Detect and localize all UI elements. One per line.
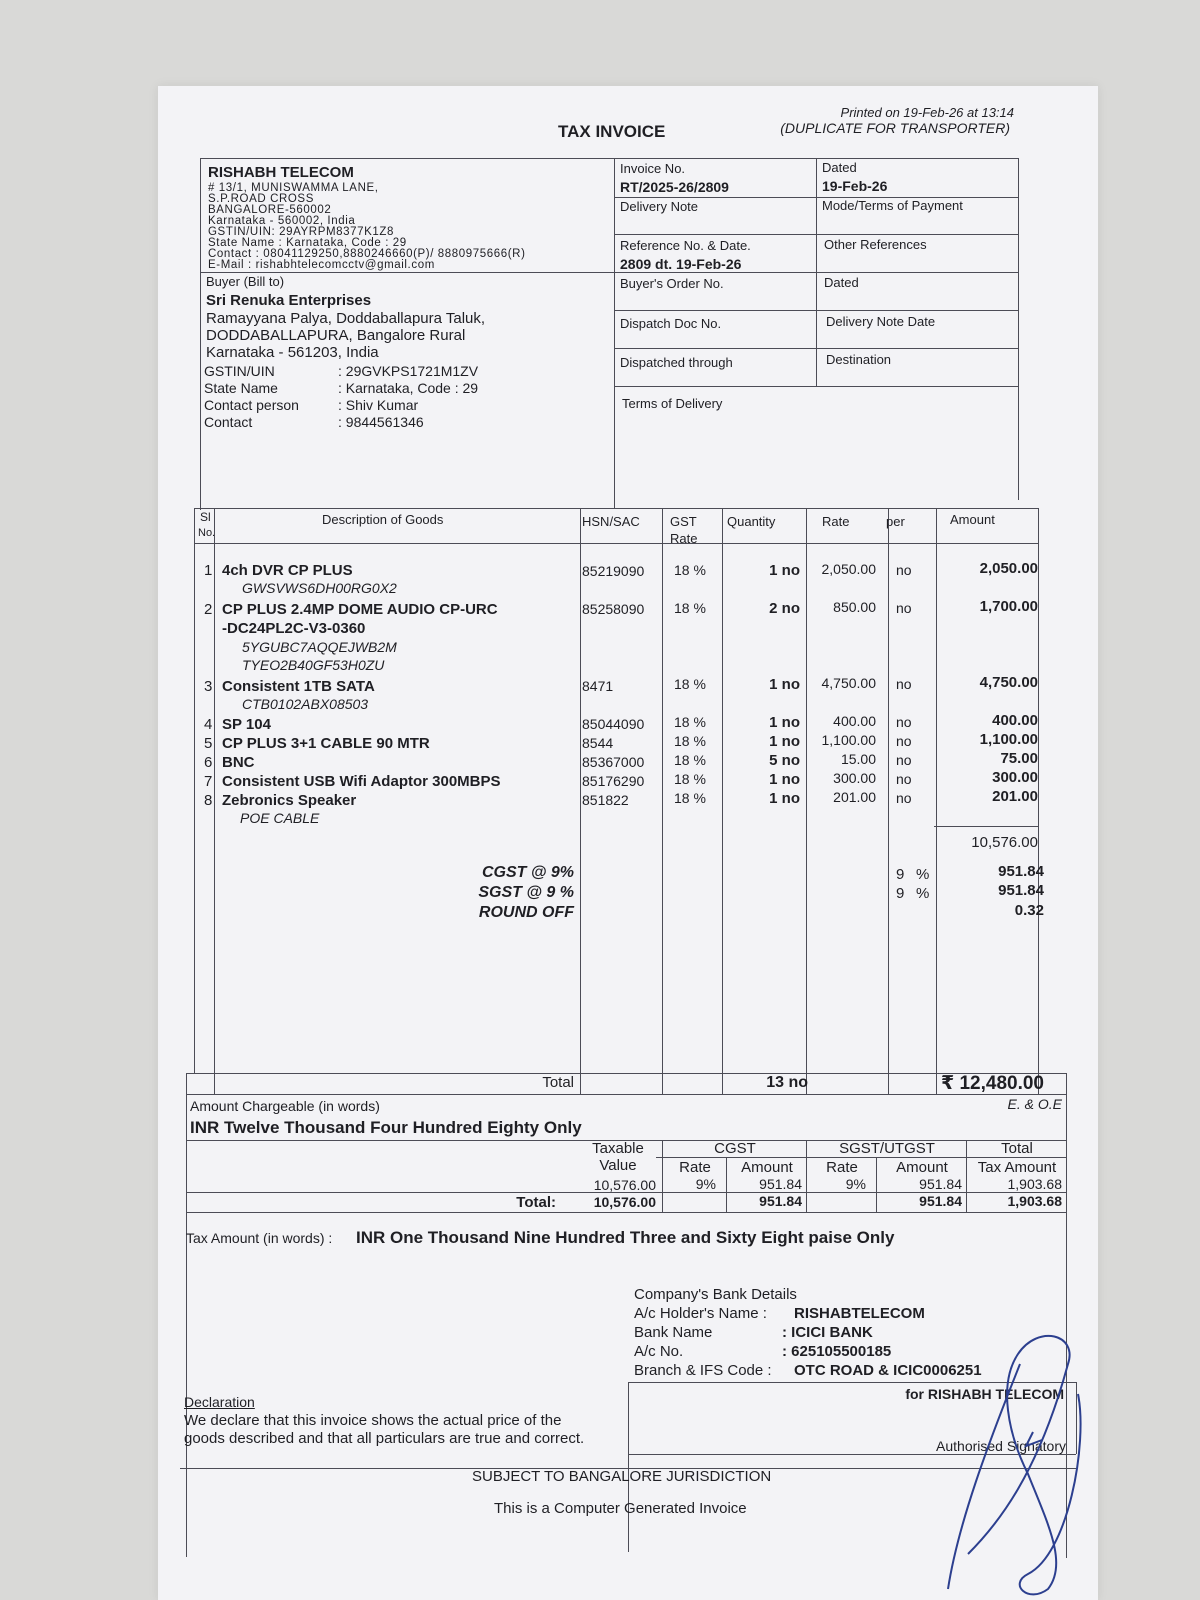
item-amount: 300.00 — [992, 769, 1038, 786]
tax-total-amount: 1,903.68 — [1007, 1193, 1062, 1209]
item-serial: CTB0102ABX08503 — [242, 696, 369, 712]
item-gst: 18 % — [674, 562, 706, 578]
seller-line: # 13/1, MUNISWAMMA LANE, — [208, 182, 379, 194]
terms-of-delivery-label: Terms of Delivery — [622, 396, 723, 411]
header-sl: Sl — [200, 510, 211, 524]
item-sl: 4 — [204, 716, 213, 733]
item-sl: 1 — [204, 562, 213, 579]
reference-label: Reference No. & Date. — [620, 238, 751, 253]
item-note: POE CABLE — [240, 810, 320, 826]
item-rate: 2,050.00 — [821, 561, 876, 577]
tax-words: INR One Thousand Nine Hundred Three and Sixty Eight paise Only — [356, 1228, 895, 1247]
item-amount: 201.00 — [992, 788, 1038, 805]
item-gst: 18 % — [674, 790, 706, 806]
item-description: CP PLUS 3+1 CABLE 90 MTR — [222, 735, 430, 752]
item-per: no — [896, 562, 912, 578]
item-serial: 5YGUBC7AQQEJWB2M — [242, 639, 397, 655]
seller-line: BANGALORE-560002 — [208, 204, 332, 216]
buyers-order-label: Buyer's Order No. — [620, 276, 724, 291]
tax-header-taxable: Taxable — [592, 1140, 644, 1157]
other-references-label: Other References — [824, 237, 927, 252]
seller-line: GSTIN/UIN: 29AYRPM8377K1Z8 — [208, 226, 395, 238]
item-description: 4ch DVR CP PLUS — [222, 562, 353, 579]
dated-label: Dated — [822, 160, 857, 175]
dispatch-doc-label: Dispatch Doc No. — [620, 316, 722, 331]
tax-header-cgst: CGST — [714, 1140, 756, 1157]
item-rate: 850.00 — [833, 599, 876, 615]
buyer-contact: : 9844561346 — [338, 414, 424, 430]
item-hsn: 8471 — [582, 678, 614, 694]
authorised-signatory: Authorised Signatory — [936, 1438, 1066, 1454]
item-rate: 201.00 — [833, 789, 876, 805]
buyer-contact-person-label: Contact person — [204, 397, 299, 413]
eoe: E. & O.E — [1007, 1096, 1062, 1112]
header-hsn: HSN/SAC — [582, 514, 640, 529]
buyer-name: Sri Renuka Enterprises — [206, 292, 372, 309]
tax-total-label: Total: — [516, 1194, 556, 1211]
item-hsn: 85044090 — [582, 716, 645, 732]
item-amount: 2,050.00 — [979, 560, 1038, 577]
seller-line: Karnataka - 560002, India — [208, 215, 356, 227]
item-hsn: 85258090 — [582, 601, 645, 617]
tax-header-sgst-rate: Rate — [826, 1159, 858, 1176]
item-rate: 300.00 — [833, 770, 876, 786]
item-amount: 1,100.00 — [979, 731, 1038, 748]
tax-row-total: 1,903.68 — [1007, 1176, 1062, 1192]
item-description: Consistent 1TB SATA — [222, 678, 375, 695]
item-per: no — [896, 752, 912, 768]
tax-total-taxable: 10,576.00 — [593, 1194, 656, 1210]
item-qty: 1 no — [769, 733, 800, 750]
item-qty: 1 no — [769, 771, 800, 788]
signatory-for: for RISHABH TELECOM — [905, 1386, 1064, 1402]
header-gst-rate: Rate — [670, 531, 698, 546]
item-hsn: 85219090 — [582, 563, 645, 579]
item-amount: 75.00 — [1000, 750, 1038, 767]
tax-words-label: Tax Amount (in words) : — [186, 1230, 333, 1246]
tax-row-sgst-rate: 9% — [845, 1176, 866, 1192]
item-gst: 18 % — [674, 676, 706, 692]
item-description: Zebronics Speaker — [222, 792, 357, 809]
bank-title: Company's Bank Details — [634, 1286, 797, 1303]
buyer-state: : Karnataka, Code : 29 — [338, 380, 479, 396]
declaration-line: goods described and that all particulars are true and correct. — [184, 1430, 585, 1447]
item-sl: 5 — [204, 735, 213, 752]
dispatched-through-label: Dispatched through — [620, 355, 733, 370]
item-serial: TYEO2B40GF53H0ZU — [242, 657, 385, 673]
header-quantity: Quantity — [727, 514, 776, 529]
cgst-label: CGST @ 9% — [481, 864, 574, 881]
buyer-contact-person: : Shiv Kumar — [338, 397, 419, 413]
seller-name: RISHABH TELECOM — [208, 164, 354, 181]
item-description: BNC — [222, 754, 255, 771]
seller-line: Contact : 08041129250,8880246660(P)/ 8880975666(R) — [208, 248, 526, 260]
signature-scribble — [928, 1324, 1098, 1600]
bank-branch: OTC ROAD & ICIC0006251 — [794, 1362, 982, 1379]
item-per: no — [896, 714, 912, 730]
tax-header-value: Value — [599, 1157, 637, 1174]
item-hsn: 8544 — [582, 735, 614, 751]
bank-account-label: A/c No. — [634, 1343, 684, 1360]
destination-label: Destination — [826, 352, 892, 367]
item-amount: 4,750.00 — [979, 674, 1038, 691]
sgst-rate-unit: % — [916, 885, 930, 902]
printed-on: Printed on 19-Feb-26 at 13:14 — [840, 105, 1014, 120]
bank-account: : 625105500185 — [782, 1343, 892, 1360]
item-gst: 18 % — [674, 752, 706, 768]
cgst-rate: 9 — [896, 866, 905, 883]
buyer-address-line: Ramayyana Palya, Doddaballapura Taluk, — [206, 310, 486, 327]
jurisdiction: SUBJECT TO BANGALORE JURISDICTION — [472, 1468, 772, 1485]
item-amount: 400.00 — [992, 712, 1038, 729]
item-sl: 7 — [204, 773, 213, 790]
item-gst: 18 % — [674, 771, 706, 787]
round-off-label: ROUND OFF — [478, 904, 574, 921]
item-per: no — [896, 676, 912, 692]
bank-holder-label: A/c Holder's Name : — [634, 1305, 767, 1322]
tax-header-sgst-amount: Amount — [896, 1159, 948, 1176]
seller-line: S.P.ROAD CROSS — [208, 193, 314, 205]
cgst-rate-unit: % — [916, 866, 930, 883]
item-serial: GWSVWS6DH00RG0X2 — [242, 580, 397, 596]
item-rate: 1,100.00 — [821, 732, 876, 748]
round-off-amount: 0.32 — [1014, 902, 1044, 919]
tax-header-sgst: SGST/UTGST — [839, 1140, 935, 1157]
invoice-no-label: Invoice No. — [620, 161, 686, 176]
sgst-amount: 951.84 — [998, 882, 1044, 899]
seller-line: E-Mail : rishabhtelecomcctv@gmail.com — [208, 259, 435, 271]
buyer-gstin-label: GSTIN/UIN — [204, 363, 275, 379]
delivery-note-date-label: Delivery Note Date — [826, 314, 936, 329]
item-hsn: 85176290 — [582, 773, 645, 789]
item-gst: 18 % — [674, 733, 706, 749]
cgst-amount: 951.84 — [998, 863, 1044, 880]
bank-name-label: Bank Name — [634, 1324, 713, 1341]
item-description: Consistent USB Wifi Adaptor 300MBPS — [222, 773, 501, 790]
item-per: no — [896, 790, 912, 806]
invoice-no: RT/2025-26/2809 — [620, 179, 729, 195]
item-rate: 4,750.00 — [821, 675, 876, 691]
item-per: no — [896, 733, 912, 749]
total-amount: ₹ 12,480.00 — [940, 1073, 1044, 1094]
item-sl: 3 — [204, 678, 213, 695]
mode-terms-label: Mode/Terms of Payment — [822, 198, 963, 213]
item-qty: 5 no — [769, 752, 800, 769]
item-amount: 1,700.00 — [979, 598, 1038, 615]
tax-header-tax-amount: Tax Amount — [977, 1159, 1057, 1176]
sgst-label: SGST @ 9 % — [478, 884, 574, 901]
bank-branch-label: Branch & IFS Code : — [634, 1362, 772, 1379]
item-gst: 18 % — [674, 714, 706, 730]
item-description: SP 104 — [222, 716, 271, 733]
subtotal: 10,576.00 — [971, 834, 1038, 851]
total-label: Total — [542, 1074, 574, 1091]
item-per: no — [896, 600, 912, 616]
item-qty: 2 no — [769, 600, 800, 617]
tax-total-sgst: 951.84 — [919, 1193, 962, 1209]
tax-header-total: Total — [1001, 1140, 1033, 1157]
item-gst: 18 % — [674, 600, 706, 616]
item-qty: 1 no — [769, 562, 800, 579]
tax-row-cgst-amount: 951.84 — [759, 1176, 802, 1192]
item-description: CP PLUS 2.4MP DOME AUDIO CP-URC — [222, 601, 498, 618]
buyer-address-line: DODDABALLAPURA, Bangalore Rural — [206, 327, 466, 344]
computer-generated: This is a Computer Generated Invoice — [494, 1500, 747, 1517]
buyer-address-line: Karnataka - 561203, India — [206, 344, 379, 361]
buyer-label: Buyer (Bill to) — [206, 274, 285, 289]
item-sl: 6 — [204, 754, 213, 771]
invoice-sheet — [158, 86, 1098, 1600]
item-sl: 8 — [204, 792, 213, 809]
item-per: no — [896, 771, 912, 787]
dated-value: 19-Feb-26 — [822, 178, 888, 194]
buyer-state-label: State Name — [204, 380, 278, 396]
tax-row-sgst-amount: 951.84 — [919, 1176, 962, 1192]
copy-type: (DUPLICATE FOR TRANSPORTER) — [780, 120, 1010, 136]
tax-total-cgst: 951.84 — [759, 1193, 802, 1209]
item-hsn: 85367000 — [582, 754, 645, 770]
header-amount: Amount — [950, 512, 995, 527]
header-sl-no: No. — [198, 527, 216, 539]
header-description: Description of Goods — [322, 512, 444, 527]
total-quantity: 13 no — [766, 1074, 808, 1091]
item-qty: 1 no — [769, 714, 800, 731]
header-gst: GST — [670, 514, 697, 529]
reference-value: 2809 dt. 19-Feb-26 — [620, 256, 742, 272]
seller-address — [208, 183, 526, 271]
buyer-contact-label: Contact — [204, 414, 253, 430]
bank-holder: RISHABTELECOM — [794, 1305, 925, 1322]
header-rate: Rate — [822, 514, 850, 529]
item-description-cont: -DC24PL2C-V3-0360 — [222, 620, 366, 637]
tax-row-taxable: 10,576.00 — [593, 1177, 656, 1193]
invoice-title: TAX INVOICE — [558, 122, 666, 141]
tax-header-cgst-amount: Amount — [741, 1159, 793, 1176]
item-sl: 2 — [204, 601, 213, 618]
seller-line: State Name : Karnataka, Code : 29 — [208, 237, 407, 249]
header-per: per — [886, 514, 905, 529]
amount-in-words: INR Twelve Thousand Four Hundred Eighty Only — [190, 1118, 582, 1137]
dated2-label: Dated — [824, 275, 859, 290]
declaration-title: Declaration — [184, 1394, 255, 1410]
sgst-rate: 9 — [896, 885, 905, 902]
bank-name: : ICICI BANK — [782, 1324, 873, 1341]
tax-row-cgst-rate: 9% — [695, 1176, 716, 1192]
declaration-line: We declare that this invoice shows the actual price of the — [184, 1412, 562, 1429]
item-rate: 400.00 — [833, 713, 876, 729]
amount-words-label: Amount Chargeable (in words) — [190, 1098, 380, 1114]
delivery-note-label: Delivery Note — [620, 199, 699, 214]
item-hsn: 851822 — [582, 792, 629, 808]
buyer-gstin: : 29GVKPS1721M1ZV — [338, 363, 479, 379]
item-qty: 1 no — [769, 790, 800, 807]
tax-header-cgst-rate: Rate — [679, 1159, 711, 1176]
item-rate: 15.00 — [840, 751, 876, 767]
item-qty: 1 no — [769, 676, 800, 693]
